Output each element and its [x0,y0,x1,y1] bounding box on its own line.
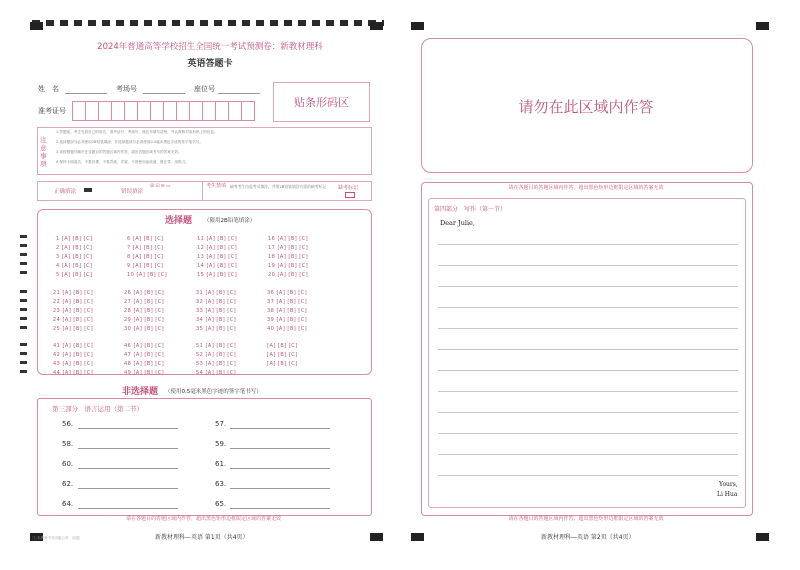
question-row[interactable]: 8 [A] [B] [C] [127,254,164,260]
page-footer: 新教材理科—英语 第1页（共4页） [155,534,249,541]
bottom-warning: 请在各题目的答题区域内作答，超出黑色矩形边框限定区域的答案无效 [125,516,281,522]
corner-mark [411,22,424,30]
question-row[interactable]: 40 [A] [B] [C] [267,326,308,332]
blank-field[interactable] [230,508,330,509]
corner-mark [756,533,769,541]
name-field[interactable] [65,93,107,94]
question-row[interactable]: 18 [A] [B] [C] [268,254,309,260]
question-row[interactable]: 43 [A] [B] [C] [53,361,94,367]
seat-field[interactable] [218,93,260,94]
card-title: 英语答题卡 [187,59,233,69]
question-row[interactable]: 44 [A] [B] [C] [53,370,94,376]
blank-label: 59. [215,440,227,448]
blank-label: 56. [62,420,74,428]
question-row[interactable]: 30 [A] [B] [C] [124,326,165,332]
question-row[interactable]: 7 [A] [B] [C] [127,245,164,251]
question-row[interactable]: 25 [A] [B] [C] [53,326,94,332]
question-row[interactable]: 10 [A] [B] [C] [127,272,168,278]
question-row[interactable]: 51 [A] [B] [C] [196,343,237,349]
question-row[interactable]: 47 [A] [B] [C] [124,352,165,358]
question-row[interactable]: 29 [A] [B] [C] [124,317,165,323]
absent-label: 考生禁填 [206,183,227,189]
top-dash-border [32,20,384,26]
nonchoice-section [37,398,372,516]
question-row[interactable]: 46 [A] [B] [C] [124,343,165,349]
blank-label: 64. [62,500,74,508]
question-row[interactable]: 53 [A] [B] [C] [196,361,237,367]
blank-label: 57. [215,420,227,428]
exam-id-label: 准考证号 [38,107,66,115]
question-row[interactable]: 12 [A] [B] [C] [197,245,238,251]
question-row[interactable]: 52 [A] [B] [C] [196,352,237,358]
bottom-warning: 请在各题目的答题区域内作答，超出黑色矩形边框限定区域的答案无效 [508,516,664,522]
notice-line: 3.请按照题号顺序在各题目的答题区域内作答，超出答题区域书写的答案无效。 [56,150,182,154]
question-row[interactable]: 16 [A] [B] [C] [268,236,309,242]
question-row[interactable]: 22 [A] [B] [C] [53,299,94,305]
exam-room-field[interactable] [143,93,185,94]
question-row[interactable]: 15 [A] [B] [C] [197,272,238,278]
barcode-area: 贴条形码区 [273,82,370,122]
question-row[interactable]: 39 [A] [B] [C] [267,317,308,323]
question-row[interactable]: [A] [B] [C] [267,361,298,367]
corner-mark [370,22,383,30]
blank-field[interactable] [78,428,178,429]
question-row[interactable]: 20 [A] [B] [C] [268,272,309,278]
question-row[interactable]: 49 [A] [B] [C] [124,370,165,376]
question-row[interactable]: 48 [A] [B] [C] [124,361,165,367]
absent-mark-box[interactable] [345,192,355,198]
blank-field[interactable] [78,508,178,509]
question-row[interactable]: 34 [A] [B] [C] [196,317,237,323]
question-row[interactable]: 14 [A] [B] [C] [197,263,238,269]
closing: Yours, [719,481,738,488]
question-row[interactable]: 31 [A] [B] [C] [196,290,237,296]
corner-mark [756,22,769,30]
question-row[interactable]: 3 [A] [B] [C] [56,254,93,260]
question-row[interactable]: 24 [A] [B] [C] [53,317,94,323]
top-warning: 请在各题目的答题区域内作答，超出黑色矩形边框限定区域的答案无效 [508,185,664,191]
choice-note: （限用2B铅笔填涂） [204,218,256,224]
fill-wrong-label: 错误填涂 [121,189,144,195]
question-row[interactable]: 33 [A] [B] [C] [196,308,237,314]
salutation: Dear Julie, [440,219,475,227]
question-row[interactable]: 32 [A] [B] [C] [196,299,237,305]
fill-wrong-sample: ☒ ☑ ⊖ ▭ [150,184,171,189]
writing-section-title: 第四部分 写作（第一节） [434,206,507,213]
section-title: 第三部分 语言运用（第二节） [52,405,143,413]
blank-label: 65. [215,500,227,508]
notice-line: 4.保持卡面清洁，不要折叠、不要弄破、弄皱，不准使用涂改液、修正带、刮纸刀。 [56,160,189,164]
question-row[interactable]: 21 [A] [B] [C] [53,290,94,296]
exam-title: 2024年普通高等学校招生全国统一考试预测卷：新教材理科 [97,42,323,52]
absent-mark-label: 缺考标记 [338,185,359,191]
question-row[interactable]: [A] [B] [C] [267,343,298,349]
question-row[interactable]: 26 [A] [B] [C] [124,290,165,296]
question-row[interactable]: 19 [A] [B] [C] [268,263,309,269]
exam-room-label: 考场号 [116,85,137,93]
question-row[interactable]: 28 [A] [B] [C] [124,308,165,314]
corner-mark [30,22,43,30]
nonchoice-note: （使用0.5毫米黑色字迹的签字笔书写） [165,389,262,395]
question-row[interactable]: 23 [A] [B] [C] [53,308,94,314]
question-row[interactable]: 38 [A] [B] [C] [267,308,308,314]
question-row[interactable]: 5 [A] [B] [C] [56,272,93,278]
question-row[interactable]: 37 [A] [B] [C] [267,299,308,305]
blank-label: 60. [62,460,74,468]
question-row[interactable]: 17 [A] [B] [C] [268,245,309,251]
blank-field[interactable] [78,488,178,489]
blank-field[interactable] [230,488,330,489]
blank-field[interactable] [78,448,178,449]
blank-field[interactable] [78,468,178,469]
question-row[interactable]: [A] [B] [C] [267,352,298,358]
question-row[interactable]: 11 [A] [B] [C] [197,236,238,242]
question-row[interactable]: 6 [A] [B] [C] [127,236,164,242]
no-answer-text: 请勿在此区域内作答 [518,98,654,116]
choice-title: 选择题 [165,216,193,226]
notice-line: 2.选择题部分必须使用2B铅笔填涂；非选择题部分必须使用0.5毫米黑色字迹的签字笔书写。 [56,140,203,144]
question-row[interactable]: 36 [A] [B] [C] [267,290,308,296]
question-row[interactable]: 35 [A] [B] [C] [196,326,237,332]
blank-field[interactable] [230,448,330,449]
notice-label: 注意事项 [40,136,47,168]
question-row[interactable]: 54 [A] [B] [C] [196,370,237,376]
signature: Li Hua [717,491,738,498]
nonchoice-title: 非选择题 [122,387,159,397]
blank-label: 63. [215,480,227,488]
corner-mark [370,533,383,541]
publisher-note: ［七彩教育书刊出版公司 出版］ [30,536,83,540]
question-row[interactable]: 1 [A] [B] [C] [56,236,93,242]
blank-field[interactable] [230,428,330,429]
absent-text: 缺考考生由监考员填涂，并用2B铅笔填涂右面的缺考标记 [230,184,327,189]
notice-line: 1.答题前，考生先将自己的姓名、准考证号、考场号、座位号填写清楚，并认真核对条形码上的信息。 [56,130,218,134]
question-row[interactable]: 42 [A] [B] [C] [53,352,94,358]
question-row[interactable]: 4 [A] [B] [C] [56,263,93,269]
name-label: 姓 名 [38,85,59,93]
page-footer: 新教材理科—英语 第2页（共4页） [541,534,635,541]
seat-label: 座位号 [194,85,215,93]
blank-label: 62. [62,480,74,488]
blank-label: 61. [215,460,227,468]
question-row[interactable]: 2 [A] [B] [C] [56,245,93,251]
question-row[interactable]: 13 [A] [B] [C] [197,254,238,260]
corner-mark [411,533,424,541]
divider [202,181,203,201]
blank-field[interactable] [230,468,330,469]
question-row[interactable]: 27 [A] [B] [C] [124,299,165,305]
fill-correct-sample [84,188,92,192]
fill-correct-label: 正确填涂 [54,189,77,195]
question-row[interactable]: 41 [A] [B] [C] [53,343,94,349]
question-row[interactable]: 9 [A] [B] [C] [127,263,164,269]
blank-label: 58. [62,440,74,448]
